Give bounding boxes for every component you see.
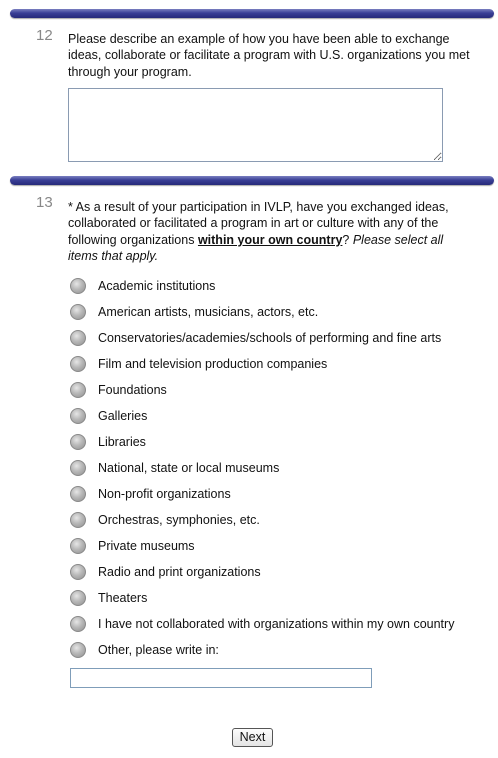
- checkbox-circle-icon[interactable]: [70, 564, 86, 580]
- option-label: Libraries: [98, 435, 146, 449]
- option-label: Radio and print organizations: [98, 565, 261, 579]
- question-12-text: Please describe an example of how you have been able to exchange ideas, collaborate or facilitate a program with U.S. organizations you met through your program.: [68, 32, 470, 79]
- option-non-profit[interactable]: [70, 484, 231, 504]
- question-13-emphasis: within your own country: [197, 232, 343, 247]
- checkbox-circle-icon[interactable]: [70, 590, 86, 606]
- option-foundations[interactable]: [70, 380, 167, 400]
- option-theaters[interactable]: [70, 588, 147, 608]
- question-number-13: 13: [36, 194, 53, 211]
- question-12-answer-textarea[interactable]: [68, 88, 443, 162]
- section-divider-middle: [10, 176, 494, 185]
- next-button[interactable]: Next: [232, 728, 273, 747]
- option-label: Other, please write in:: [98, 643, 219, 657]
- option-academic-institutions[interactable]: [70, 276, 215, 296]
- option-orchestras[interactable]: [70, 510, 260, 530]
- checkbox-circle-icon[interactable]: [70, 486, 86, 502]
- option-galleries[interactable]: [70, 406, 147, 426]
- question-13-text: [68, 199, 473, 264]
- checkbox-circle-icon[interactable]: [70, 460, 86, 476]
- question-number-12: 12: [36, 27, 53, 44]
- option-label: I have not collaborated with organizations within my own country: [98, 617, 455, 631]
- option-label: Galleries: [98, 409, 148, 423]
- checkbox-circle-icon[interactable]: [70, 616, 86, 632]
- option-american-artists[interactable]: [70, 302, 318, 322]
- option-label: Conservatories/academies/schools of performing and fine arts: [98, 331, 442, 345]
- option-libraries[interactable]: [70, 432, 146, 452]
- option-film-tv-production[interactable]: [70, 354, 327, 374]
- option-label: Private museums: [98, 539, 195, 553]
- option-label: National, state or local museums: [98, 461, 280, 475]
- option-label: American artists, musicians, actors, etc.: [98, 305, 319, 319]
- question-13-text-prefix: * As a result of your participation in IVLP, have you exchanged ideas, collaborated or facilitated a program in art or culture with any of the following organizations: [68, 200, 449, 247]
- option-label: Foundations: [98, 383, 167, 397]
- option-private-museums[interactable]: [70, 536, 195, 556]
- option-label: Orchestras, symphonies, etc.: [98, 513, 260, 527]
- option-not-collaborated[interactable]: [70, 614, 454, 634]
- checkbox-circle-icon[interactable]: [70, 642, 86, 658]
- checkbox-circle-icon[interactable]: [70, 408, 86, 424]
- option-label: Non-profit organizations: [98, 487, 231, 501]
- option-label: Film and television production companies: [98, 357, 328, 371]
- checkbox-circle-icon[interactable]: [70, 512, 86, 528]
- section-divider-top: [10, 9, 494, 18]
- option-conservatories[interactable]: [70, 328, 441, 348]
- question-13-text-suffix: ?: [342, 232, 353, 247]
- question-13-hint: Please select all items that apply.: [68, 232, 444, 263]
- checkbox-circle-icon[interactable]: [70, 278, 86, 294]
- checkbox-circle-icon[interactable]: [70, 304, 86, 320]
- option-label: Academic institutions: [98, 279, 216, 293]
- option-radio-print[interactable]: [70, 562, 261, 582]
- checkbox-circle-icon[interactable]: [70, 330, 86, 346]
- other-write-in-input[interactable]: [70, 668, 372, 688]
- checkbox-circle-icon[interactable]: [70, 434, 86, 450]
- checkbox-circle-icon[interactable]: [70, 356, 86, 372]
- option-museums[interactable]: [70, 458, 279, 478]
- option-other[interactable]: [70, 640, 219, 660]
- checkbox-circle-icon[interactable]: [70, 538, 86, 554]
- option-label: Theaters: [98, 591, 148, 605]
- checkbox-circle-icon[interactable]: [70, 382, 86, 398]
